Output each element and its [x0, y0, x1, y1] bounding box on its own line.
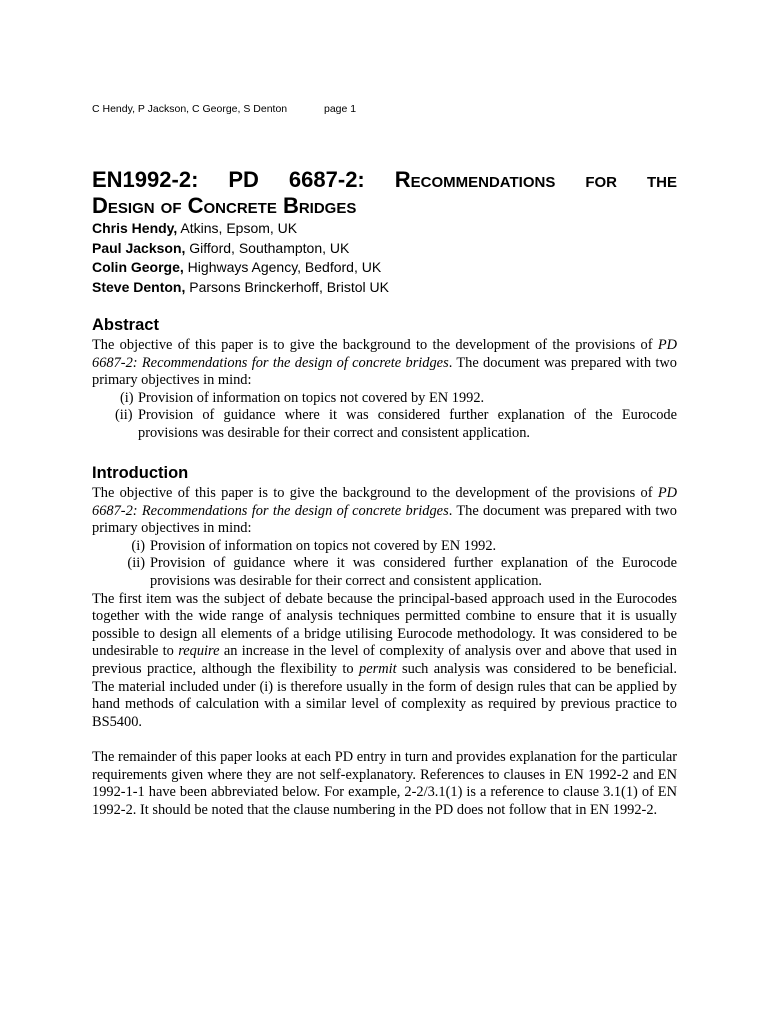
running-head-authors: C Hendy, P Jackson, C George, S Denton	[92, 103, 288, 115]
author-affiliation: Atkins, Epsom, UK	[177, 220, 298, 236]
list-item-number: (ii)	[115, 407, 133, 424]
list-item	[92, 390, 677, 408]
author-name: Chris Hendy,	[92, 220, 178, 236]
author-affiliation: Highways Agency, Bedford, UK	[183, 259, 382, 275]
list-item-text: Provision of information on topics not covered by EN 1992.	[150, 537, 497, 554]
author-affiliation: Gifford, Southampton, UK	[185, 239, 350, 256]
author-affiliation: Parsons Brinckerhoff, Bristol UK	[185, 278, 389, 295]
list-item	[92, 555, 677, 590]
page-number: page 1	[324, 103, 357, 115]
abstract-paragraph: The objective of this paper is to give the background to the development of the provisions of PD 6687-2: Recommendations for the design of concrete bridges. The document was prepared with two primary objectives in mind:	[92, 337, 677, 389]
list-item-text: Provision of guidance where it was considered further explanation of the Eurocode provisions was desirable for their correct and consistent application.	[138, 407, 677, 441]
author-entry	[92, 219, 677, 239]
list-item-number: (i)	[131, 537, 145, 554]
list-item	[92, 538, 677, 556]
paper-title-line-2: Design of Concrete Bridges	[92, 193, 357, 218]
list-item	[92, 407, 677, 442]
author-entry	[92, 258, 677, 278]
author-entry	[92, 278, 677, 298]
author-list	[92, 219, 677, 297]
running-head	[92, 103, 357, 115]
introduction-heading: Introduction	[92, 464, 189, 482]
introduction-body	[92, 485, 677, 819]
author-name: Paul Jackson,	[92, 239, 186, 256]
paper-title-line-1: EN1992-2: PD 6687-2: Recommendations for the	[92, 167, 677, 192]
introduction-paragraph: The first item was the subject of debate because the principal-based approach used in the Eurocodes together with the wide range of analysis techniques permitted combine to ensure that it is usually possible to design all elements of a bridge utilising Eurocode methodology. It was considered to be undesirable to require an increase in the level of complexity of analysis over and above that used in previous practice, although the flexibility to permit such analysis was considered to be beneficial. The material included under (i) is therefore usually in the form of design rules that can be applied by hand methods of calculation with a similar level of complexity as required by previous practice to BS5400.	[92, 590, 677, 730]
list-item-text: Provision of information on topics not covered by EN 1992.	[138, 389, 485, 406]
abstract-heading: Abstract	[92, 316, 159, 334]
author-name: Steve Denton,	[92, 278, 186, 295]
author-name: Colin George,	[92, 259, 184, 275]
list-item-text: Provision of guidance where it was considered further explanation of the Eurocode provisions was desirable for their correct and consistent application.	[150, 555, 677, 589]
abstract-body	[92, 337, 677, 443]
introduction-paragraph: The objective of this paper is to give the background to the development of the provisions of PD 6687-2: Recommendations for the design of concrete bridges. The document was prepared with two primary objectives in mind:	[92, 485, 677, 537]
paper-title	[92, 167, 677, 219]
introduction-paragraph: The remainder of this paper looks at each PD entry in turn and provides explanation for the particular requirements given where they are not self-explanatory. References to clauses in EN 1992-2 and EN 1992-1-1 have been abbreviated below. For example, 2-2/3.1(1) is a reference to clause 3.1(1) of EN 1992-2. It should be noted that the clause numbering in the PD does not follow that in EN 1992-2.	[92, 748, 677, 818]
list-item-number: (ii)	[127, 555, 145, 572]
paragraph-spacer	[92, 731, 677, 749]
author-entry	[92, 239, 677, 259]
list-item-number: (i)	[120, 389, 134, 406]
